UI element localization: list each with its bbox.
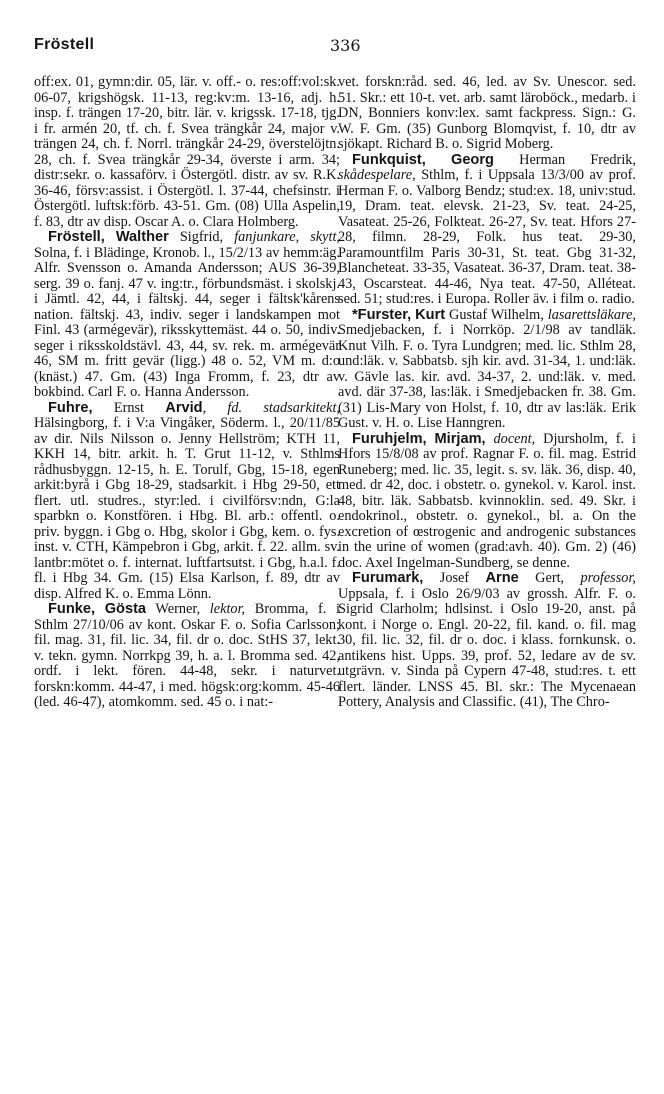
entry-surname: Furuhjelm, [352,430,427,447]
entry-title: professor, [580,570,636,586]
entry-other-names: Werner, [146,601,210,617]
entry-other-names: Gert, [518,570,581,586]
entry-text: Djursholm, f. i Hfors 15/8/08 av prof. Ragnar F. o. fil. mag. Estrid Runeberg; med. lic. 35, legit. s. sv. läk. 36, disp. 40, med. dr 42, doc. i obstetr. o. gynekol. v. Karol. inst. 48, bitr. läk. Sabbatsb. kvinnoklin. sed. 49. Skr. i endokrinol., obstetr. o. gynekol., bl. a. On the excretion of œstrogenic and androgenic substances in the urine of women (grad:avh. 40). Gm. 2) (46) doc. Axel Ingelman-Sundberg, se denne. [338,430,637,571]
left-column [34,75,340,711]
entry-surname: *Furster, [352,306,412,323]
page-number: 336 [330,36,361,55]
entry-surname: Fröstell, [48,229,105,245]
entry-continuation: off:ex. 01, gymn:dir. 05, lär. v. off.- o. res:off:vol:sk. 06-07, krigshögsk. 11-13, reg:kv:m. 13-16, adj. h. insp. f. trängen 17-20, bitr. lär. v. krigssk. 17-18, tjg. i fr. armén 20, tf. ch. f. Svea trängkår 24, major v. trängen 24, ch. f. Norrl. trängkår 24-29, överstelöjtn. 28, ch. f. Svea trängkår 29-34, överste i arm. 34; distr:sekr. o. kassaförv. i Östergötl. distr. av sv. R.K. 36-46, försv:assist. i Östergötl. l. 37-44, chefsinstr. i Östergötl. luftsk:förb. 43-51. Gm. (08) Ulla Aspelin, f. 83, dtr av disp. Oscar A. o. Clara Holmberg. [34,74,340,230]
entry-fuhre [34,401,340,603]
entry-first-name: Kurt [415,306,446,323]
entry-other-names: Sigfrid, [168,229,235,245]
entry-title: fanjunkare, skytt, [234,229,340,245]
entry-other-names: Gustaf Wilhelm, [445,306,548,323]
entry-first-name: Walther [115,229,169,245]
entry-furumark [338,571,636,711]
entry-first-name: Arvid [165,399,203,416]
entry-title: , fd. stadsarkitekt, [202,399,340,416]
entry-pre-names: Josef [423,570,486,586]
entry-surname: Funkquist, [352,151,426,168]
page-header [0,36,664,60]
entry-text: Bromma, f. i Sthlm 27/10/06 av kont. Oskar F. o. Sofia Carlsson; fil. mag. 31, fil. lic. 34, fil. dr o. doc. StHS 37, lekt. v. tekn. gymn. Norrkpg 39, h. a. l. Bromma sed. 42, ordf. i lekt. fören. 44-48, sekr. i naturvet. forskn:komm. 44-47, i med. högsk:org:komm. 45-46 (led. 46-47), atomkomm. sed. 45 o. i nat:- [34,601,340,710]
entry-text: Solna, f. i Blädinge, Kronob. l., 15/2/13 av hemm:äg. Alfr. Svensson o. Amanda Andersson; AUS 36-39, serg. 39 o. fanj. 47 v. ing:tr., förbundsmäst. i skolskj. i Jämtl. 42, 44, i fältskj. 44, seger i fältsk'kårens nation. fältskj. 43, indiv. seger i landskampen mot Finl. 43 (armégevär), riksskyttemäst. 44 o. 50, indiv. seger i riksskoldstävl. 43, 44, sv. rek. m. armégevär 46, SM m. fritt gevär (ligg.) 48 o. 52, VM m. d:o (knäst.) 47. Gm. (43) Inga Fromm, f. 23, dtr av bokbind. Carl F. o. Hanna Andersson. [34,244,340,400]
entry-surname: Furumark, [352,570,424,586]
entry-text: Hälsingborg, f. i V:a Vingåker, Söderm. l., 20/11/85 av dir. Nils Nilsson o. Jenny Hellström; KTH 11, KKH 14, bitr. arkit. h. T. Grut 11-12, v. Sthlms rådhusbyggn. 12-15, h. E. Torulf, Gbg, 15-18, egen arkit:byrå i Gbg 18-29, stadsarkit. i Hbg 29-50, ett flert. utl. studres., styr:led. i civilförsv:ndn, G:la sparbkn o. Konstfören. i Hbg. Bl. arb.: offentl. o. priv. byggn. i Gbg o. Hbg, skolor i Gbg, kem. o. fys. inst. v. CTH, Kämpebron i Gbg, arkit. f. 22. allm. sv. lantbr:mötet o. f. internat. luftfartsutst. i Gbg, h.a.l. f. fl. i Hbg 34. Gm. (15) Elsa Karlson, f. 89, dtr av disp. Alfred K. o. Emma Lönn. [34,415,340,602]
entry-text: Smedjebacken, f. i Norrköp. 2/1/98 av tandläk. Knut Vilh. F. o. Tyra Lundgren; med. lic. Sthlm 28, und:läk. v. Sabbatsb. sjh kir. avd. 31-34, 1. und:läk. v. Gävle las. kir. avd. 34-37, 2. und:läk. v. med. avd. där 37-38, las:läk. i Smedjebacken fr. 38. Gm. (31) Lis-Mary von Holst, f. 10, dtr av las:läk. Erik Gust. v. H. o. Lise Hanngren. [338,322,636,431]
entry-title: lektor, [209,601,246,617]
entry-first-name: Gösta [104,601,147,617]
entry-first-name: Mirjam, [434,430,486,447]
running-title: Fröstell [34,36,95,53]
entry-surname: Funke, [48,601,96,617]
entry-title: skådespelare, [338,167,416,183]
entry-furster [338,308,636,432]
entry-frostell-walther [34,230,340,401]
entry-first-name: Arne [485,570,519,586]
entry-surname: Fuhre, [48,399,93,416]
entry-continuation: vet. forskn:råd. sed. 46, led. av Sv. Unescor. sed. 51. Skr.: ett 10-t. vet. arb. samt läroböck., medarb. i DN, Bonniers konv:lex. samt fackpress. Sign.: G. W. F. Gm. (35) Gunborg Blomqvist, f. 10, dtr av sjökapt. Richard B. o. Sigrid Moberg. [338,74,636,152]
entry-furuhjelm [338,432,636,572]
entry-funke [34,602,340,711]
entry-pre-names: Ernst [92,399,166,416]
entry-text: Sthlm, f. i Uppsala 13/3/00 av prof. Herman F. o. Valborg Bendz; stud:ex. 18, univ:stud. 19, Dram. teat. elevsk. 21-23, Sv. teat. 24-25, Vasateat. 25-26, Folkteat. 26-27, Sv. teat. Hfors 27-28, filmn. 28-29, Folk. hus teat. 29-30, Paramountfilm Paris 30-31, St. teat. Gbg 31-32, Blancheteat. 33-35, Vasateat. 36-37, Dram. teat. 38-43, Oscarsteat. 44-46, Nya teat. 47-50, Alléteat. sed. 51; stud:res. i Europa. Roller äv. i film o. radio. [338,167,636,307]
right-column [338,75,636,711]
entry-text: Uppsala, f. i Oslo 26/9/03 av grossh. Alfr. F. o. Sigrid Clarholm; hdlsinst. i Oslo 19-20, anst. på kont. i Norge o. Engl. 20-22, fil. kand. o. fil. mag 30, fil. lic. 32, fil. dr o. doc. i klass. fornkunsk. o. antikens hist. Upps. 39, prof. 52, ledare av de sv. utgrävn. v. Sinda på Cypern 47-48, stud:res. t. ett flert. länder. LNSS 45. Bl. skr.: The Mycenaean Pottery, Analysis and Classific. (41), The Chro- [338,585,636,710]
entry-first-name: Georg [450,151,494,168]
entry-title: docent, [485,430,536,447]
entry-other-names: Herman Fredrik, [493,151,637,168]
entry-funkquist [338,153,636,308]
entry-title: lasarettsläkare, [547,306,637,323]
